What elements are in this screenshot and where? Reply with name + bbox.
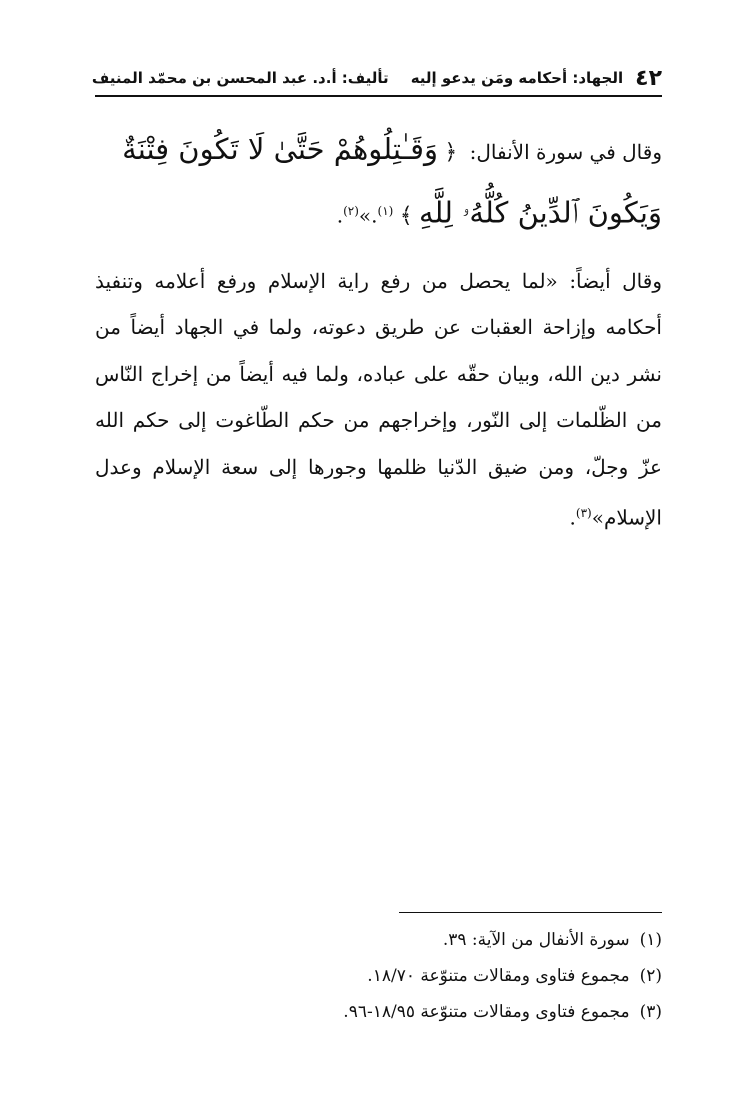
- verse-close-bracket: ﴾: [399, 203, 413, 229]
- verse-intro-text: وقال في سورة الأنفال:: [469, 140, 662, 164]
- verse-line-1: وَقَـٰتِلُوهُمْ حَتَّىٰ لَا تَكُونَ فِتْنَةٌ: [122, 132, 438, 166]
- footnote-ref-2: (٢): [343, 204, 359, 218]
- quote-text: وقال أيضاً: «لما يحصل من رفع راية الإسلام ورفع أعلامه وتنفيذ أحكامه وإزاحة العقبات عن طريق دعوته، ولما في الجهاد أيضاً من نشر دين الله، وبيان حقّه على عباده، ولما فيه أيضاً من إخراج النّاس من الظّلمات إلى النّور، وإخراجهم من حكم الطّاغوت إلى حكم الله عزّ وجلّ، ومن ضيق الدّنيا ظلمها وجورها إلى سعة الإسلام وعدل الإسلام»: [95, 268, 662, 530]
- footnote-ref-1: (١): [377, 204, 394, 218]
- page-header: [91, 62, 662, 94]
- book-title: الجهاد: أحكامه ومَن يدعو إليه: [410, 69, 624, 87]
- footnotes: [95, 922, 662, 1030]
- footnote-text: مجموع فتاوى ومقالات متنوّعة ١٨/٩٥-٩٦.: [343, 1002, 630, 1022]
- header-divider: [95, 95, 662, 97]
- verse-line-2: وَيَكُونَ ٱلدِّينُ كُلُّهُۥ لِلَّهِ: [418, 195, 662, 230]
- page-number: ٤٢: [635, 65, 662, 91]
- main-text: [95, 120, 662, 541]
- footnote-number: (٣): [639, 1002, 662, 1022]
- quote-paragraph: [95, 258, 662, 542]
- footnote-text: سورة الأنفال من الآية: ٣٩.: [442, 930, 630, 950]
- footnote-number: (٢): [639, 966, 662, 986]
- footnote-item: [95, 994, 662, 1030]
- footnote-number: (١): [639, 930, 662, 950]
- footnote-item: [95, 958, 662, 994]
- verse-block: [95, 120, 662, 246]
- verse-end-period: .: [336, 203, 344, 228]
- verse-open-bracket: ﴿: [444, 140, 458, 165]
- verse-tail: .»: [358, 203, 378, 228]
- footnote-ref-3: (٣): [575, 506, 592, 521]
- footnote-text: مجموع فتاوى ومقالات متنوّعة ١٨/٧٠.: [367, 966, 630, 986]
- footnote-divider: [399, 912, 662, 913]
- quote-end-period: .: [569, 505, 576, 530]
- author-line: تأليف: أ.د. عبد المحسن بن محمّد المنيف: [91, 69, 389, 87]
- footnote-item: [95, 922, 662, 958]
